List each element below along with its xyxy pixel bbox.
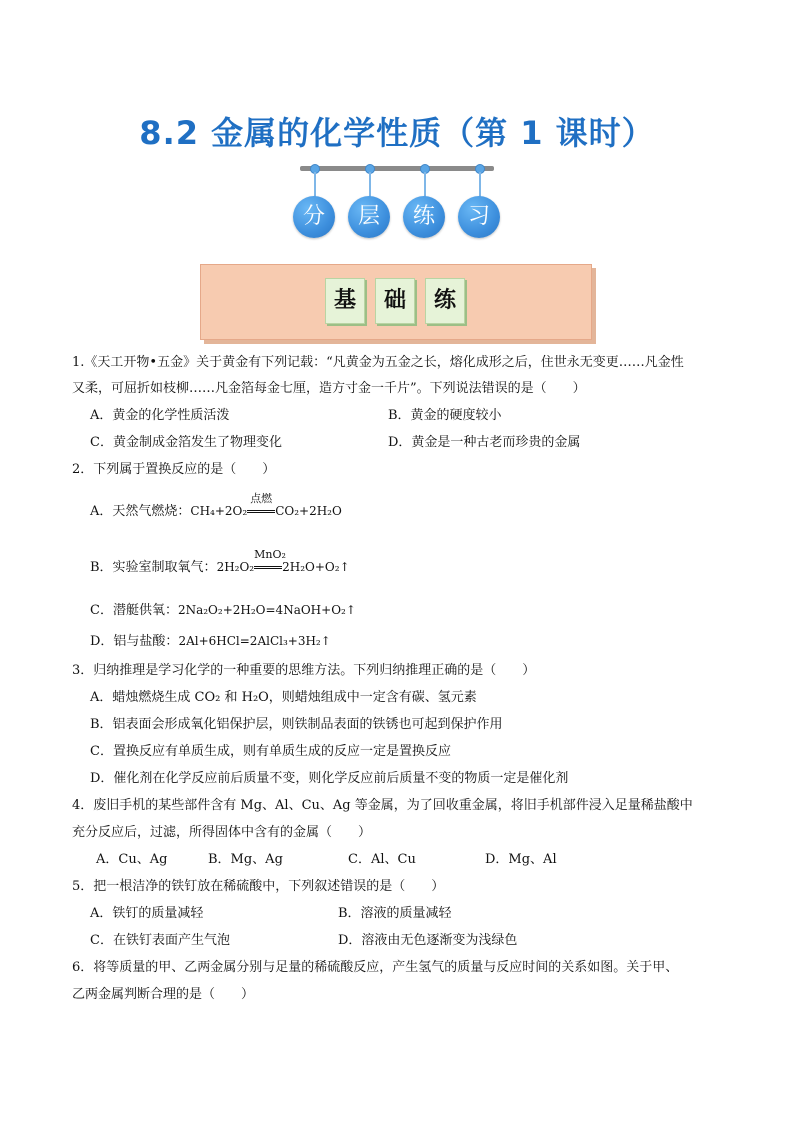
q1-option-d: D．黄金是一种古老而珍贵的金属	[388, 435, 581, 450]
q2-option-b-condition: MnO₂	[254, 548, 286, 561]
banner-tile: 基	[325, 278, 365, 324]
q2-option-c-equation: 2Na₂O₂+2H₂O=4NaOH+O₂↑	[177, 603, 356, 617]
q6-stem-line1: 6．将等质量的甲、乙两金属分别与足量的稀硫酸反应，产生氢气的质量与反应时间的关系如图。关于甲、	[72, 960, 679, 975]
decorative-rail	[300, 166, 494, 171]
q1-option-b: B．黄金的硬度较小	[388, 408, 502, 423]
q2-option-a-reactants: CH₄+2O₂	[190, 504, 248, 518]
q2-option-b-reactants: 2H₂O₂	[216, 560, 255, 574]
q5-option-d: D．溶液由无色逐渐变为浅绿色	[338, 933, 518, 948]
q4-option-b: B．Mg、Ag	[208, 852, 283, 867]
q2-option-d	[90, 632, 331, 651]
q2-option-d-equation: 2Al+6HCl=2AlCl₃+3H₂↑	[178, 634, 331, 648]
q2-option-a	[90, 492, 342, 521]
rail-string	[479, 172, 481, 198]
q4-option-c: C．Al、Cu	[348, 852, 416, 867]
page-title: 8.2 金属的化学性质（第 1 课时）	[139, 114, 655, 152]
q3-option-a: A．蜡烛燃烧生成 CO₂ 和 H₂O，则蜡烛组成中一定含有碳、氢元素	[90, 690, 477, 705]
q2-option-c-label: C．潜艇供氧：	[90, 603, 178, 618]
q3-option-c: C．置换反应有单质生成，则有单质生成的反应一定是置换反应	[90, 744, 451, 759]
q5-option-a: A．铁钉的质量减轻	[90, 906, 204, 921]
tag-bubble-4: 习	[458, 196, 500, 238]
q6-stem-line2: 乙两金属判断合理的是（ ）	[72, 987, 255, 1002]
rail-string	[369, 172, 371, 198]
q2-option-d-label: D．铝与盐酸：	[90, 634, 179, 649]
q2-option-b	[90, 548, 350, 577]
q4-option-a: A．Cu、Ag	[96, 852, 168, 867]
q2-option-a-label: A．天然气燃烧：	[90, 504, 191, 519]
q5-option-b: B．溶液的质量减轻	[338, 906, 452, 921]
q2-option-b-label: B．实验室制取氧气：	[90, 560, 217, 575]
q1-option-c: C．黄金制成金箔发生了物理变化	[90, 435, 282, 450]
q4-stem-line1: 4．废旧手机的某些部件含有 Mg、Al、Cu、Ag 等金属，为了回收重金属，将旧手机部件浸入足量稀盐酸中	[72, 798, 693, 813]
rail-string	[424, 172, 426, 198]
q2-stem: 2．下列属于置换反应的是（ ）	[72, 462, 276, 477]
banner-tile: 础	[375, 278, 415, 324]
q5-stem: 5．把一根洁净的铁钉放在稀硫酸中，下列叙述错误的是（ ）	[72, 879, 445, 894]
q4-option-d: D．Mg、Al	[485, 852, 557, 867]
q2-option-c	[90, 601, 356, 620]
q1-stem-line2: 又柔，可屈折如枝柳……凡金箔每金七厘，造方寸金一千片”。下列说法错误的是（ ）	[72, 381, 586, 396]
section-banner	[200, 264, 592, 340]
q3-option-b: B．铝表面会形成氧化铝保护层，则铁制品表面的铁锈也可起到保护作用	[90, 717, 503, 732]
q3-option-d: D．催化剂在化学反应前后质量不变，则化学反应前后质量不变的物质一定是催化剂	[90, 771, 569, 786]
q2-option-a-arrow	[247, 492, 275, 521]
q2-option-b-products: 2H₂O+O₂↑	[282, 560, 350, 574]
q2-option-a-products: CO₂+2H₂O	[275, 504, 342, 518]
tag-bubble-3: 练	[403, 196, 445, 238]
banner-tile: 练	[425, 278, 465, 324]
q1-stem-line1: 1.《天工开物•五金》关于黄金有下列记载：“凡黄金为五金之长，熔化成形之后，住世永无变更……凡金性	[72, 355, 684, 370]
tag-bubble-2: 层	[348, 196, 390, 238]
q1-option-a: A．黄金的化学性质活泼	[90, 408, 230, 423]
q3-stem: 3．归纳推理是学习化学的一种重要的思维方法。下列归纳推理正确的是（ ）	[72, 663, 536, 678]
rail-string	[314, 172, 316, 198]
q4-stem-line2: 充分反应后，过滤，所得固体中含有的金属（ ）	[72, 825, 372, 840]
q2-option-b-arrow	[254, 548, 286, 577]
tag-bubble-1: 分	[293, 196, 335, 238]
q2-option-a-condition: 点燃	[250, 492, 273, 505]
q5-option-c: C．在铁钉表面产生气泡	[90, 933, 230, 948]
